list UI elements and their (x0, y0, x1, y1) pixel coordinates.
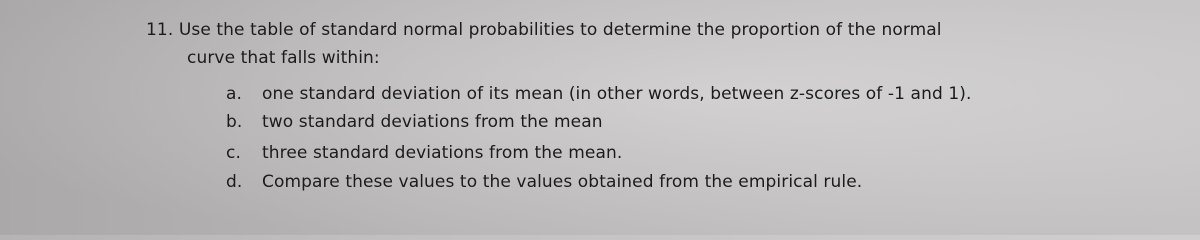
list-item-c (226, 143, 622, 163)
list-item-b (226, 112, 603, 132)
question-line-1 (146, 20, 942, 40)
question-number: 11. (146, 20, 174, 40)
item-text-d: Compare these values to the values obtained from the empirical rule. (262, 172, 863, 192)
item-marker-d: d. (226, 172, 243, 192)
list-item-a (226, 84, 972, 104)
item-marker-a: a. (226, 84, 243, 104)
item-text-c: three standard deviations from the mean. (262, 143, 623, 163)
question-text-line-2: curve that falls within: (187, 48, 380, 68)
item-text-a: one standard deviation of its mean (in other words, between z-scores of -1 and 1). (262, 84, 972, 104)
item-marker-c: c. (226, 143, 241, 163)
item-marker-b: b. (226, 112, 243, 132)
question-text-line-1: Use the table of standard normal probabilities to determine the proportion of the normal (178, 20, 942, 40)
list-item-d (226, 172, 862, 192)
item-text-b: two standard deviations from the mean (262, 112, 603, 132)
